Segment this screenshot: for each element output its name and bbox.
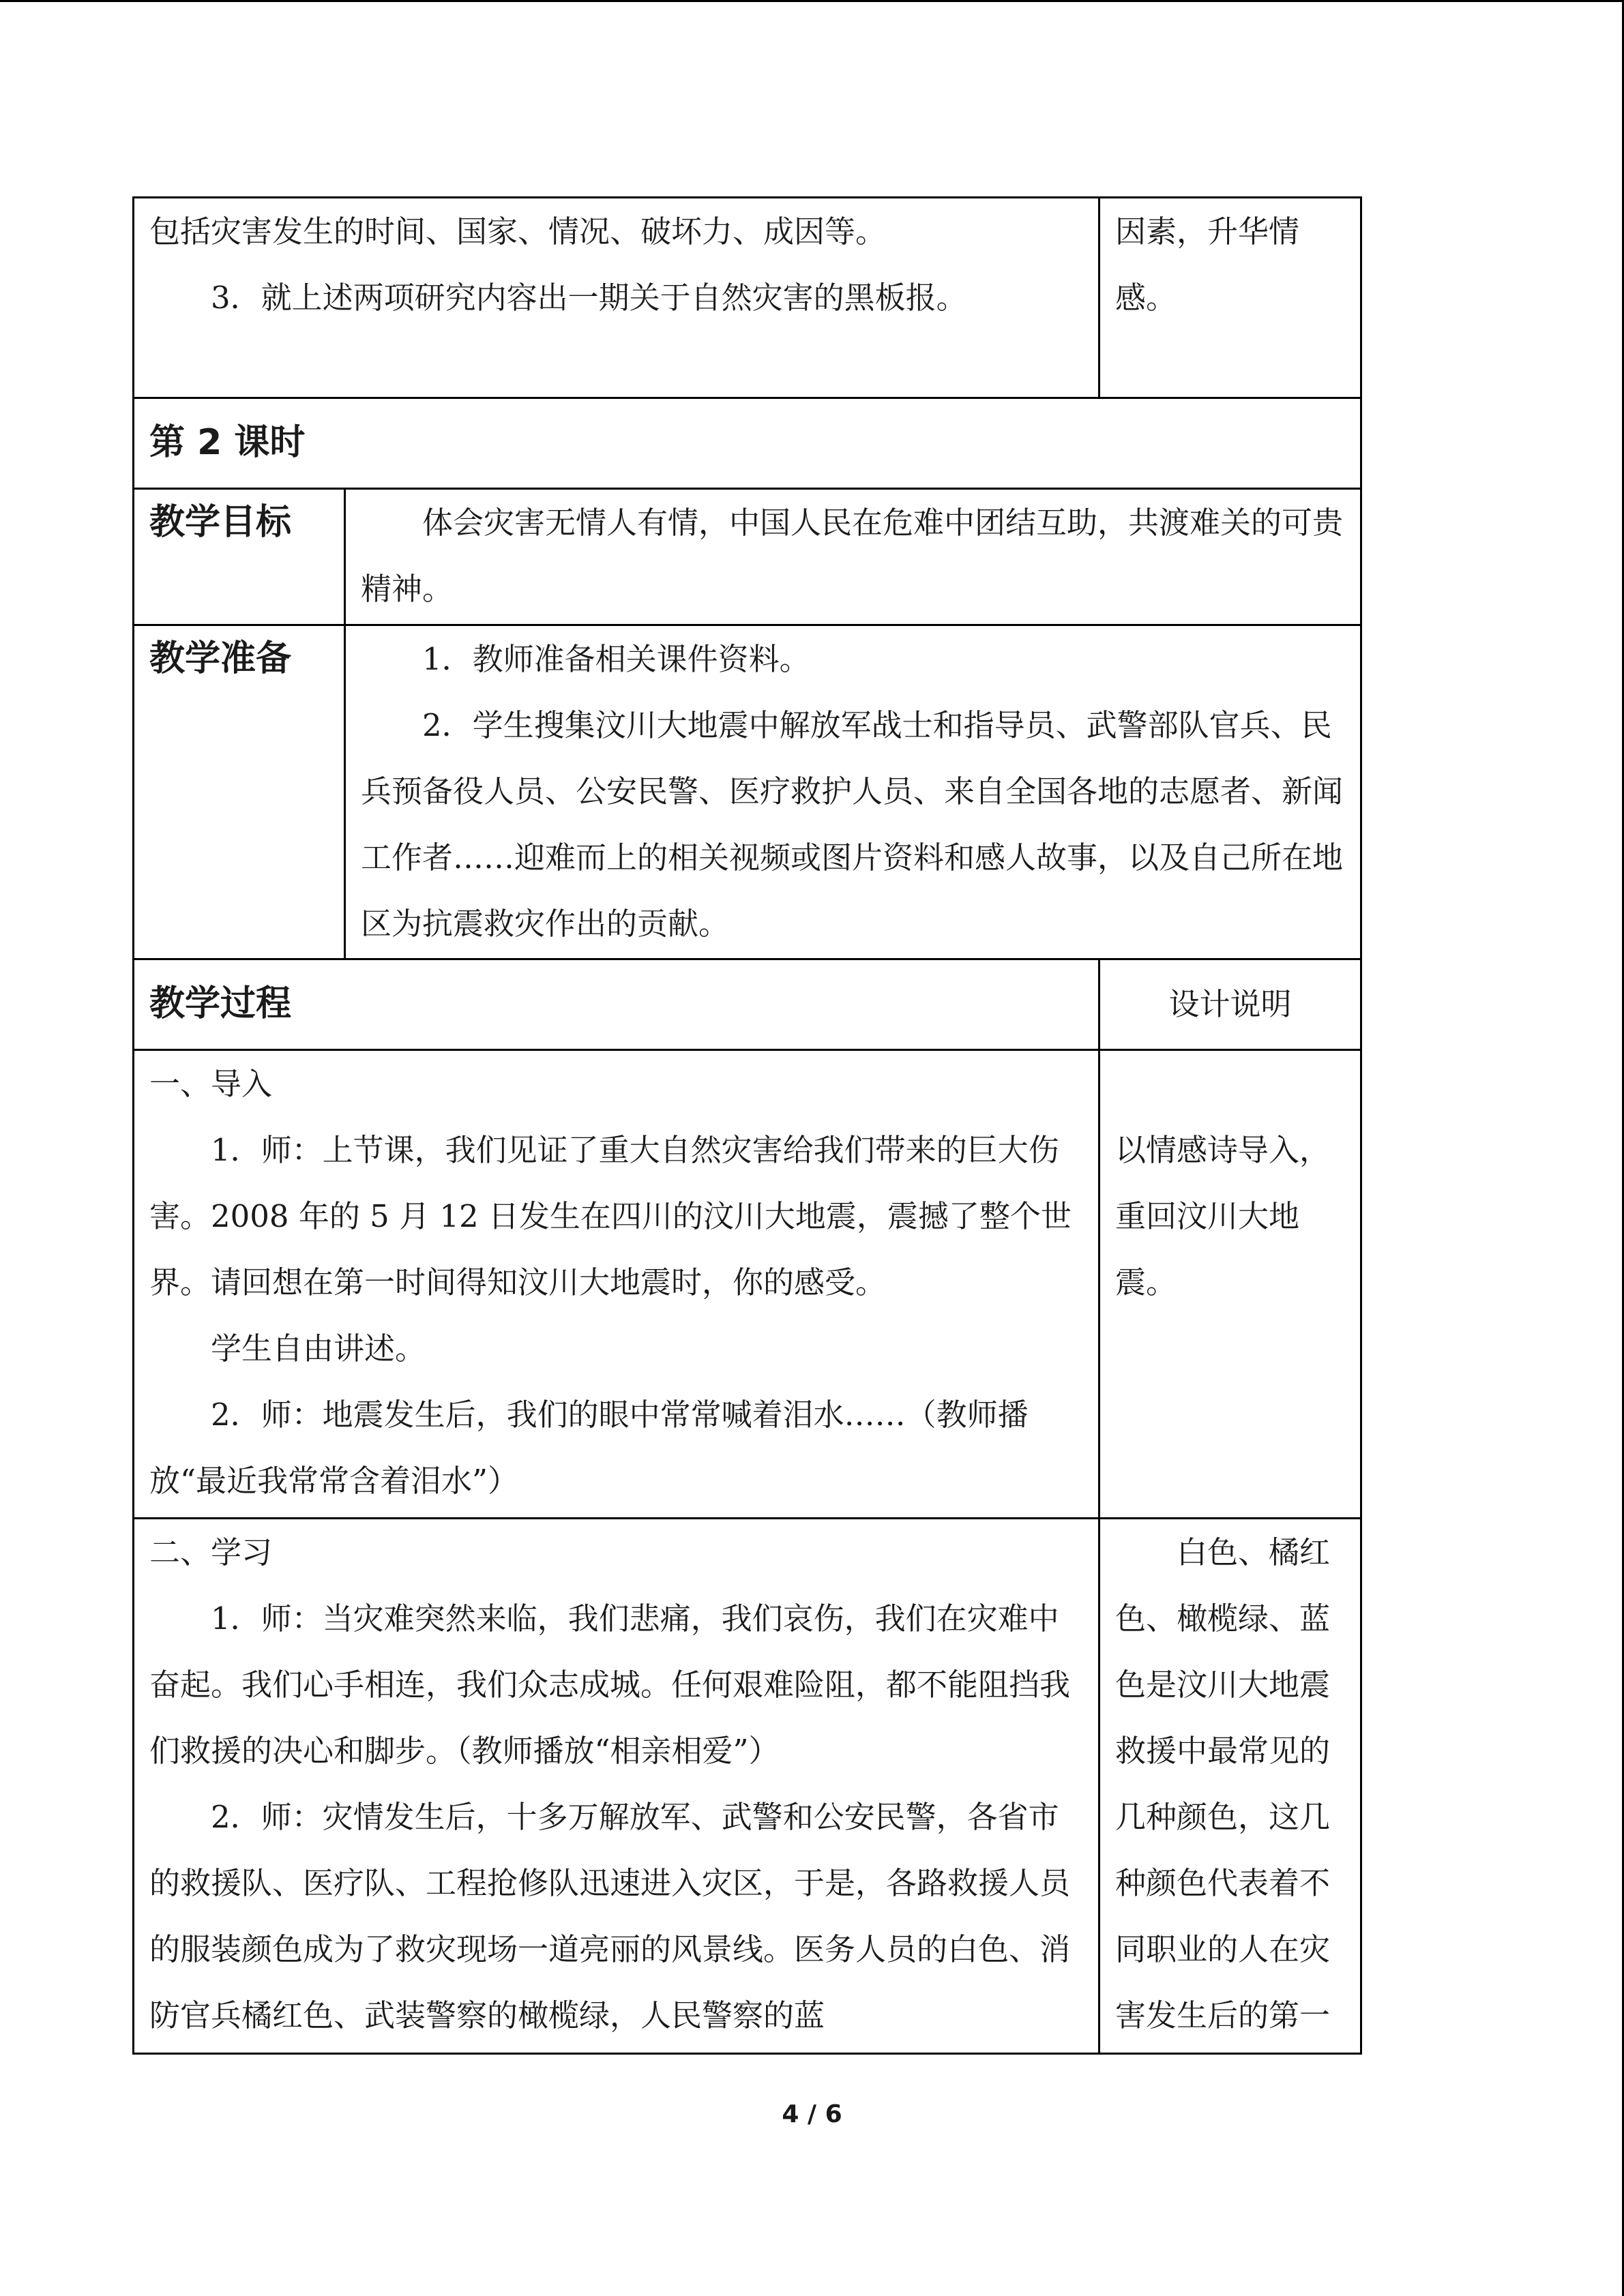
prep-text-cell: [345, 625, 1361, 959]
continued-note-cell: [1099, 198, 1361, 398]
lesson-plan-table: [132, 196, 1362, 2055]
section-study-row: [134, 1519, 1361, 2054]
continued-line-2: 3．就上述两项研究内容出一期关于自然灾害的黑板报。: [211, 280, 967, 316]
lesson-header-row: [134, 398, 1361, 489]
section-intro-para-2: 学生自由讲述。: [211, 1330, 426, 1367]
lesson-header-cell: [134, 398, 1361, 489]
prep-row: [134, 625, 1361, 959]
section-intro-para-1: 1．师：上节课，我们见证了重大自然灾害给我们带来的巨大伤害。2008 年的 5 月 12 日发生在四川的汶川大地震，震撼了整个世界。请回想在第一时间得知汶川大地震时，你的感受。: [149, 1132, 1072, 1300]
section-study-content: [134, 1519, 1099, 2054]
design-note-header-cell: [1099, 959, 1361, 1050]
section-intro-content: [134, 1050, 1099, 1519]
continued-note: 因素，升华情感。: [1115, 213, 1300, 316]
prep-label-cell: [134, 625, 345, 959]
continued-content-cell: [134, 198, 1099, 398]
section-intro-note: 以情感诗导入，重回汶川大地震。: [1115, 1132, 1331, 1300]
prep-item-1: 1．教师准备相关课件资料。: [422, 641, 810, 677]
section-intro-title: 一、导入: [149, 1066, 273, 1102]
section-study-note: 白色、橘红色、橄榄绿、蓝色是汶川大地震救援中最常见的几种颜色，这几种颜色代表着不同职业的人在灾害发生后的第一: [1115, 1534, 1331, 2033]
section-study-title: 二、学习: [149, 1534, 273, 1570]
process-label-cell: [134, 959, 1099, 1050]
goal-text-cell: [345, 489, 1361, 625]
prep-label: 教学准备: [149, 638, 292, 679]
lesson-header: 第 2 课时: [149, 422, 306, 463]
section-intro-row: [134, 1050, 1361, 1519]
continued-line-1: 包括灾害发生的时间、国家、情况、破坏力、成因等。: [149, 213, 887, 250]
goal-text: 体会灾害无情人有情，中国人民在危难中团结互助，共渡难关的可贵精神。: [361, 505, 1344, 607]
goal-row: [134, 489, 1361, 625]
goal-label: 教学目标: [149, 502, 292, 543]
process-label: 教学过程: [149, 983, 292, 1024]
prep-item-2: 2．学生搜集汶川大地震中解放军战士和指导员、武警部队官兵、民兵预备役人员、公安民警、医疗救护人员、来自全国各地的志愿者、新闻工作者……迎难而上的相关视频或图片资料和感人故事，以及自己所在地区为抗震救灾作出的贡献。: [361, 707, 1344, 942]
page-number: 4 / 6: [782, 2100, 842, 2128]
section-intro-note-cell: [1099, 1050, 1361, 1519]
process-header-row: [134, 959, 1361, 1050]
continued-row: [134, 198, 1361, 398]
page-top-border: [0, 0, 1624, 2]
section-study-para-2: 2．师：灾情发生后，十多万解放军、武警和公安民警，各省市的救援队、医疗队、工程抢修队迅速进入灾区，于是，各路救援人员的服装颜色成为了救灾现场一道亮丽的风景线。医务人员的白色、消防官兵橘红色、武装警察的橄榄绿，人民警察的蓝: [149, 1799, 1071, 2033]
section-study-para-1: 1．师：当灾难突然来临，我们悲痛，我们哀伤，我们在灾难中奋起。我们心手相连，我们众志成城。任何艰难险阻，都不能阻挡我们救援的决心和脚步。（教师播放“相亲相爱”）: [149, 1600, 1071, 1769]
goal-label-cell: [134, 489, 345, 625]
design-note-header: 设计说明: [1168, 986, 1292, 1022]
section-intro-para-3: 2．师：地震发生后，我们的眼中常常喊着泪水……（教师播放“最近我常常含着泪水”）: [149, 1397, 1029, 1499]
section-study-note-cell: [1099, 1519, 1361, 2054]
